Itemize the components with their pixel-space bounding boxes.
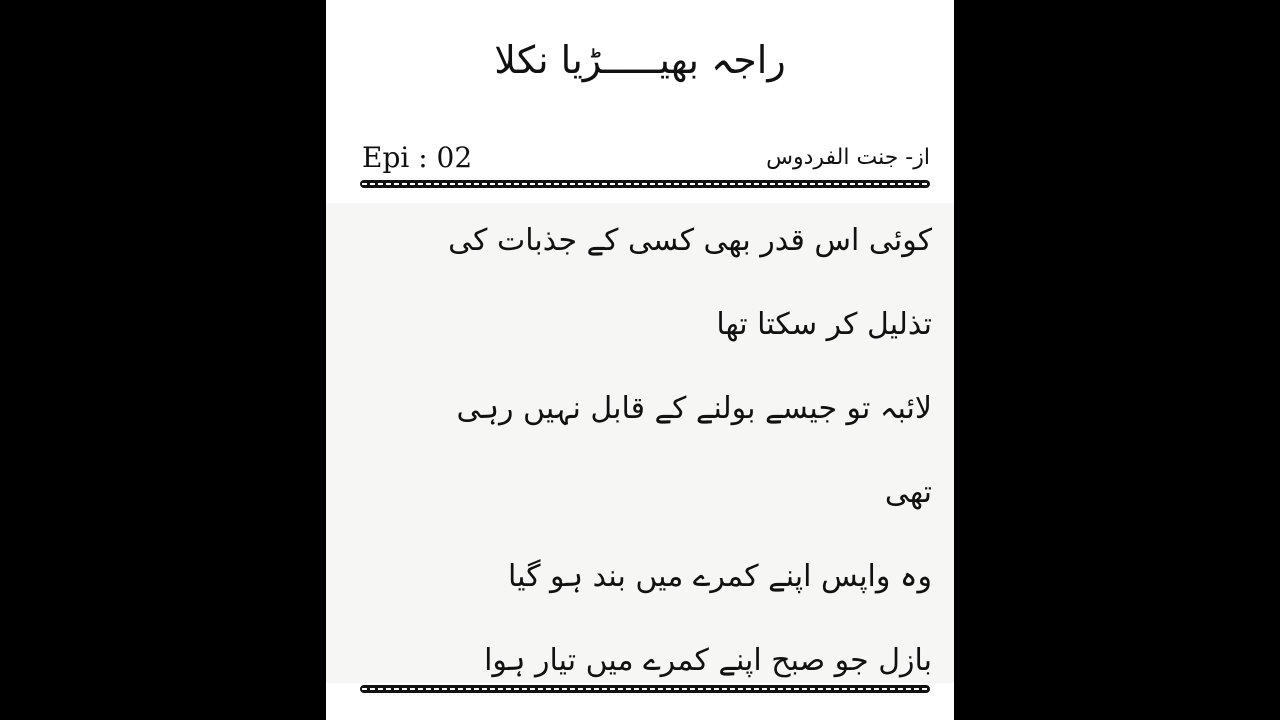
story-text (356, 208, 932, 712)
top-divider (360, 180, 930, 188)
meta-row (362, 138, 930, 178)
bottom-divider (360, 685, 930, 693)
author-credit: از- جنت الفردوس (766, 145, 930, 170)
text-line: کوئی اس قدر بھی کسی کے جذبات کی (448, 223, 932, 258)
text-line: لائبہ تو جیسے بولنے کے قابل نہیں رہی (456, 391, 932, 426)
text-line: بازل جو صبح اپنے کمرے میں تیار ہوا (484, 643, 932, 678)
episode-number: Epi : 02 (362, 141, 473, 174)
text-line: وہ واپس اپنے کمرے میں بند ہو گیا (508, 559, 932, 594)
story-title: راجہ بھیـــــڑیا نکلا (494, 38, 786, 82)
text-line: تھی (884, 475, 932, 510)
document-page (326, 0, 954, 720)
text-line: تذلیل کر سکتا تھا (716, 307, 932, 342)
